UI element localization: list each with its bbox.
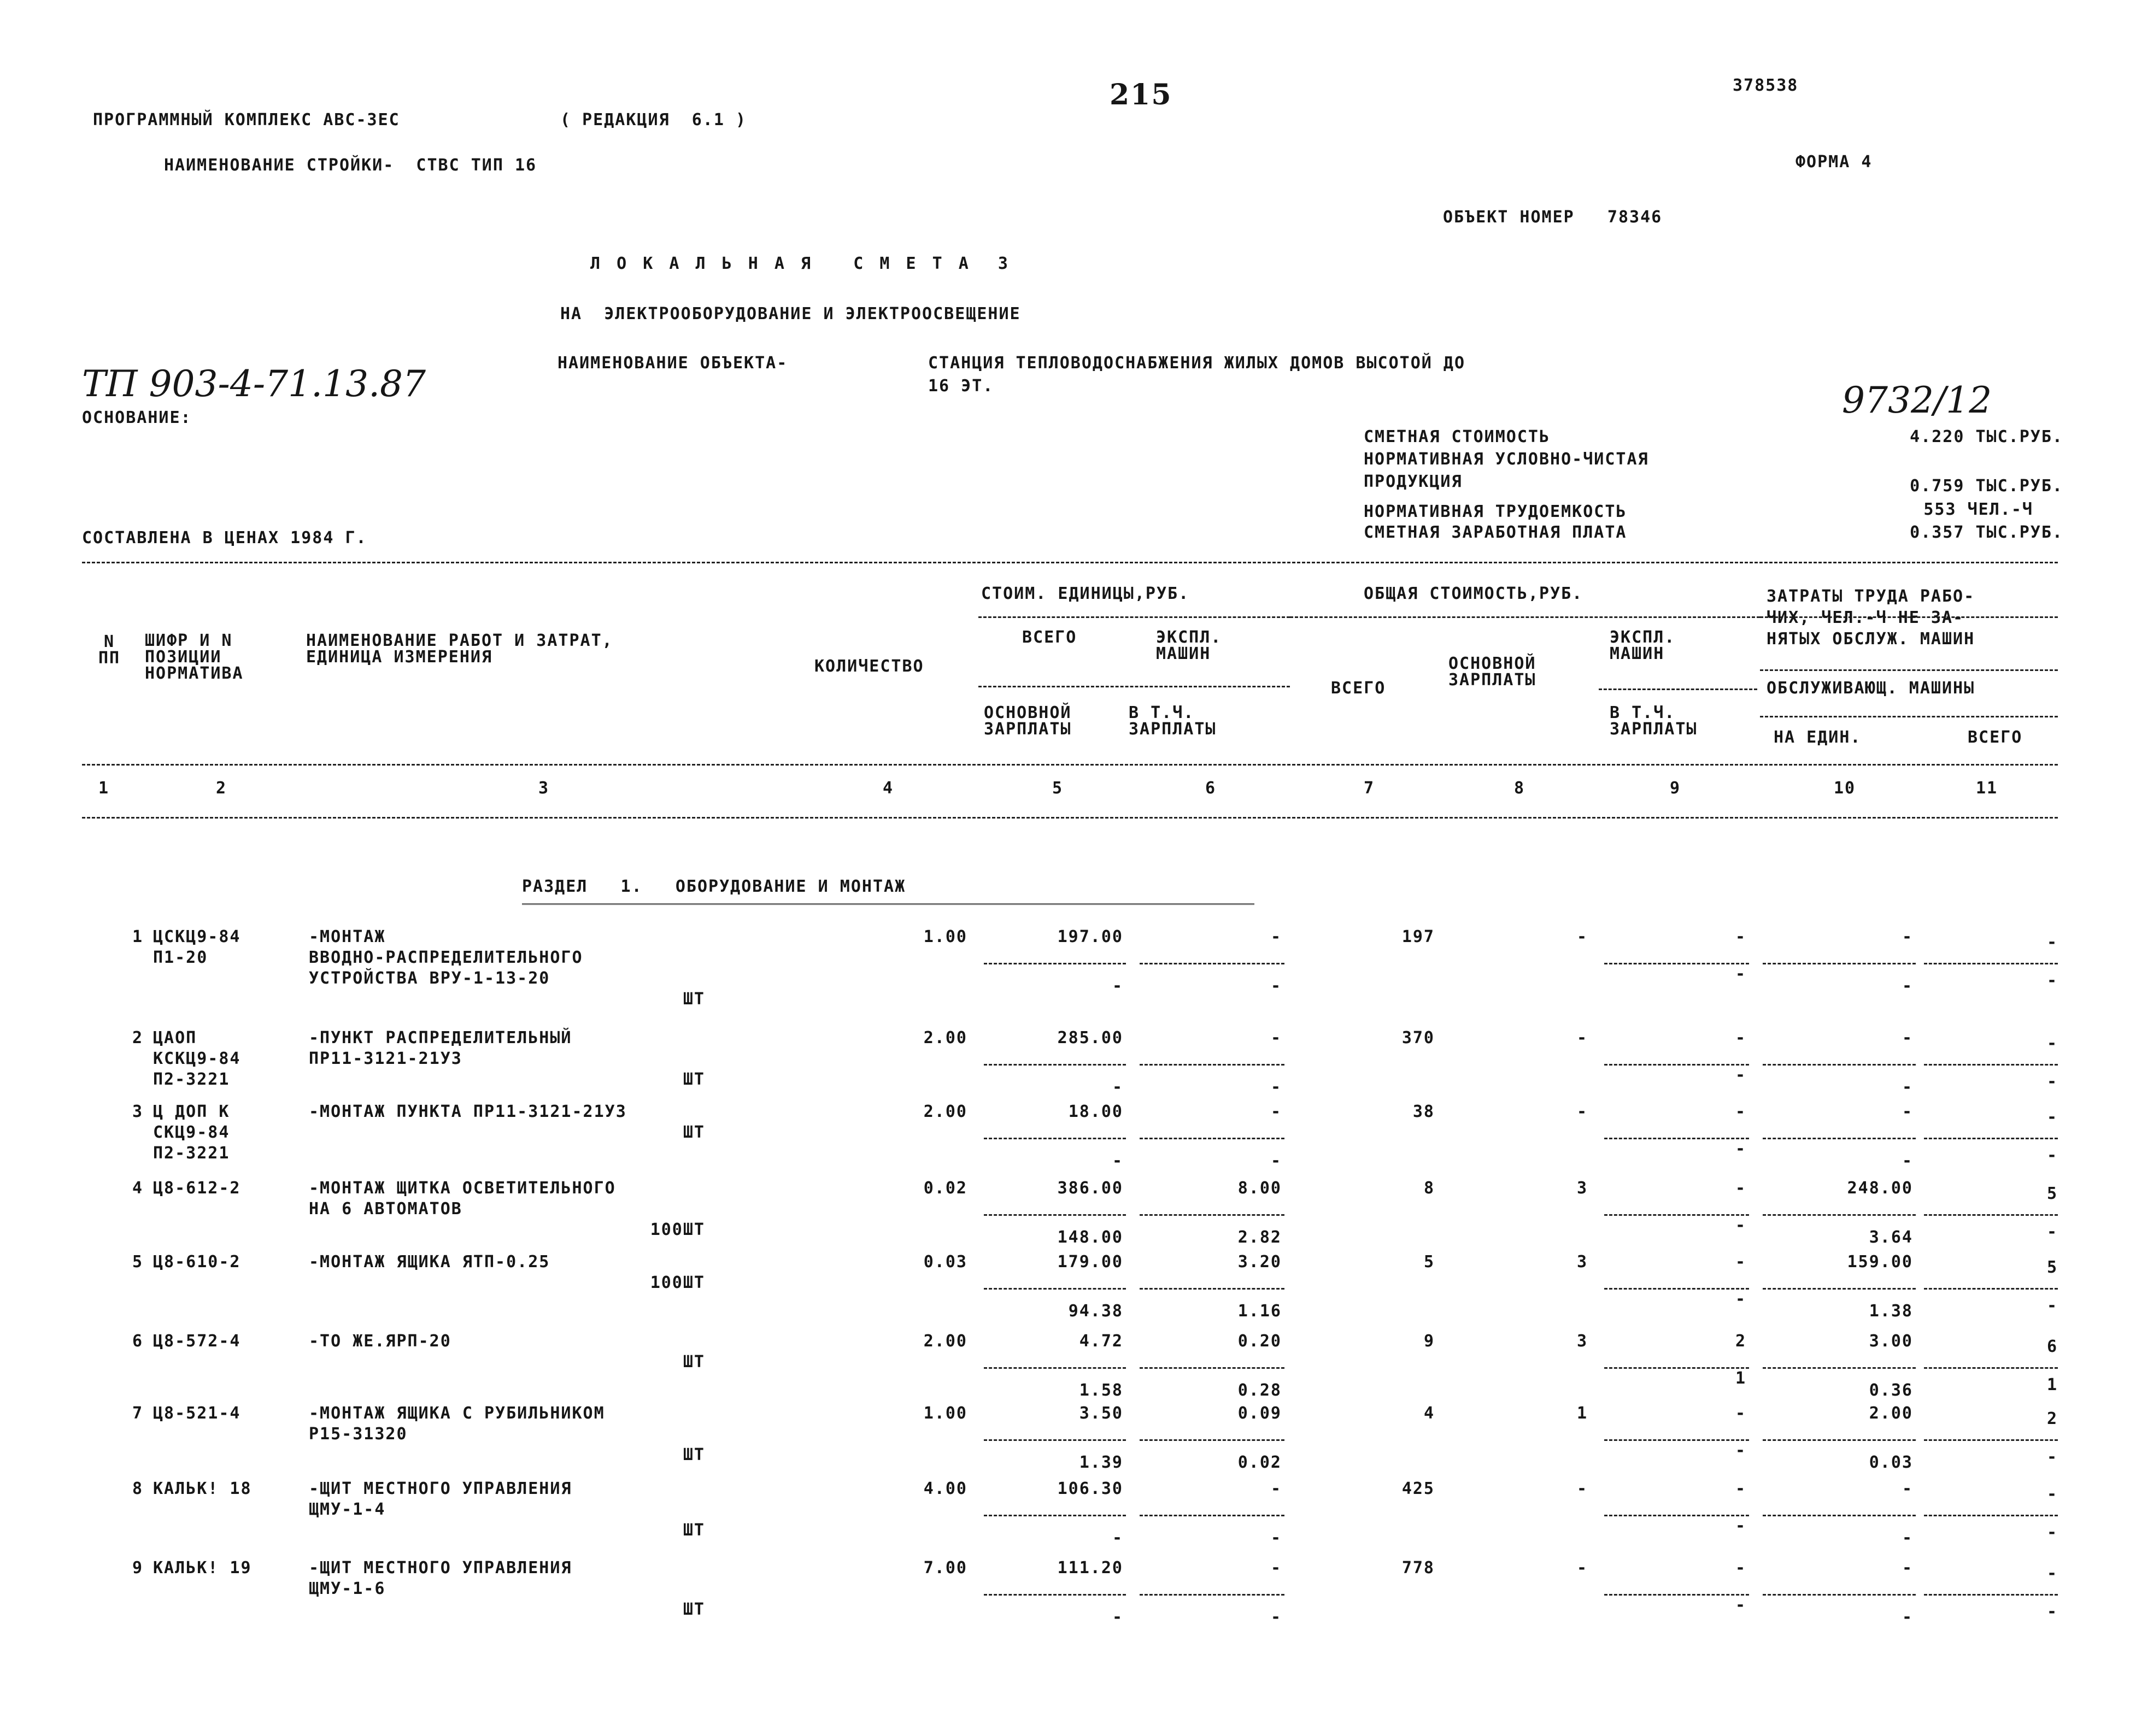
row-unit-total: 386.00	[1057, 1179, 1123, 1198]
cell-divider	[1604, 1594, 1749, 1596]
row-unit-total: 3.50	[1079, 1404, 1123, 1423]
row-labor-unit: -	[1902, 1102, 1913, 1121]
cell-divider	[1763, 1367, 1916, 1369]
row-code: Ц8-612-2	[153, 1179, 241, 1198]
col10-header: НА ЕДИН.	[1774, 728, 1862, 747]
row-total-machines: -	[1735, 927, 1746, 946]
document-subtitle: НА ЭЛЕКТРООБОРУДОВАНИЕ И ЭЛЕКТРООСВЕЩЕНИЕ	[560, 304, 1021, 323]
row-unit-salary: -	[1112, 1608, 1123, 1627]
row-code: Ц8-572-4	[153, 1332, 241, 1351]
row-name: -МОНТАЖ ЯЩИКА ЯТП-0.25	[309, 1252, 550, 1272]
row-labor2-total: -	[2046, 1072, 2058, 1091]
row-labor2-total: -	[2046, 1602, 2058, 1621]
row-unit-total: 111.20	[1057, 1558, 1123, 1578]
row-total-salary: 3	[1576, 1179, 1588, 1198]
row-quantity: 0.03	[923, 1252, 967, 1272]
row-unit-machines: -	[1270, 927, 1282, 946]
row-code: СКЦ9-84	[153, 1123, 230, 1142]
row-name: -ЩИТ МЕСТНОГО УПРАВЛЕНИЯ	[309, 1558, 572, 1578]
row-unit-total: 179.00	[1057, 1252, 1123, 1272]
row-unit: ШТ	[683, 1352, 705, 1372]
summary-label: НОРМАТИВНАЯ УСЛОВНО-ЧИСТАЯ	[1364, 450, 1649, 469]
row-unit-salary: 148.00	[1057, 1228, 1123, 1247]
row-labor2-unit: 0.36	[1869, 1381, 1913, 1400]
row-labor2-unit: -	[1902, 976, 1913, 996]
row-labor-total: 6	[2046, 1337, 2058, 1356]
col-qty-header: КОЛИЧЕСТВО	[814, 657, 924, 676]
col-number: 2	[215, 779, 227, 798]
row-labor2-unit: -	[1902, 1528, 1913, 1547]
row-unit-total: 197.00	[1057, 927, 1123, 946]
row-labor2-total: -	[2046, 1222, 2058, 1241]
row-total: 38	[1412, 1102, 1435, 1121]
handwritten-reference: 9732/12	[1842, 379, 1992, 421]
row-unit: 100ШТ	[650, 1220, 705, 1239]
cell-divider	[1924, 1439, 2058, 1441]
col9-top-header: ЭКСПЛ. МАШИН	[1610, 628, 1676, 663]
row-total: 425	[1401, 1479, 1435, 1498]
row-labor-total: -	[2046, 933, 2058, 952]
row-labor2-total: -	[2046, 1523, 2058, 1542]
row-quantity: 2.00	[923, 1332, 967, 1351]
row-unit-salary: -	[1112, 1078, 1123, 1097]
cell-divider	[1763, 1214, 1916, 1216]
cell-divider	[1924, 1214, 2058, 1216]
row-unit-salary: -	[1112, 1528, 1123, 1547]
labor-header: ЗАТРАТЫ ТРУДА РАБО- ЧИХ, ЧЕЛ.-Ч НЕ ЗА- НЯТЫХ ОБСЛУЖ. МАШИН	[1767, 587, 1975, 649]
cell-divider	[1924, 1138, 2058, 1139]
cell-divider	[1140, 1064, 1284, 1066]
cell-divider	[1924, 1367, 2058, 1369]
row-total-machines: -	[1735, 1028, 1746, 1048]
row-labor-total: 5	[2046, 1184, 2058, 1203]
row-unit-machines: 3.20	[1237, 1252, 1282, 1272]
cell-divider	[1140, 1288, 1284, 1290]
row-name: -МОНТАЖ ПУНКТА ПР11-3121-21У3	[309, 1102, 627, 1121]
cell-divider	[1140, 1439, 1284, 1441]
summary-label: ПРОДУКЦИЯ	[1364, 472, 1463, 491]
cell-divider	[1604, 963, 1749, 964]
row-machine-salary: -	[1735, 1216, 1746, 1235]
row-total: 778	[1401, 1558, 1435, 1578]
row-machine-salary: -	[1735, 964, 1746, 984]
prices-note: СОСТАВЛЕНА В ЦЕНАХ 1984 Г.	[82, 528, 367, 548]
cell-divider	[1763, 1594, 1916, 1596]
cell-divider	[984, 1594, 1126, 1596]
unit-cost-header: СТОИМ. ЕДИНИЦЫ,РУБ.	[981, 584, 1190, 603]
divider	[1760, 669, 2058, 671]
row-machine-salary: -	[1735, 1066, 1746, 1085]
row-unit-total: 285.00	[1057, 1028, 1123, 1048]
cell-divider	[984, 1367, 1126, 1369]
row-labor2-total: -	[2046, 1296, 2058, 1315]
row-unit-total: 106.30	[1057, 1479, 1123, 1498]
col-number: 7	[1363, 779, 1375, 798]
construction-name: НАИМЕНОВАНИЕ СТРОЙКИ- СТВС ТИП 16	[164, 156, 537, 175]
row-total-machines: -	[1735, 1404, 1746, 1423]
row-unit-salary: 94.38	[1068, 1302, 1123, 1321]
col-code-header: ШИФР И N ПОЗИЦИИ НОРМАТИВА	[145, 631, 244, 683]
row-unit-salary: 1.39	[1079, 1453, 1123, 1472]
row-machine-salary: -	[1735, 1139, 1746, 1158]
total-cost-header: ОБЩАЯ СТОИМОСТЬ,РУБ.	[1364, 584, 1583, 603]
row-total-machines: -	[1735, 1179, 1746, 1198]
row-unit-machines: -	[1270, 1558, 1282, 1578]
row-unit-machine-salary: 1.16	[1237, 1302, 1282, 1321]
cell-divider	[1140, 1367, 1284, 1369]
cell-divider	[1924, 1064, 2058, 1066]
row-labor-total: 5	[2046, 1258, 2058, 1277]
row-code: Ц8-610-2	[153, 1252, 241, 1272]
divider	[978, 686, 1290, 687]
row-labor-unit: -	[1902, 1558, 1913, 1578]
divider	[82, 562, 2058, 563]
col11-header: ВСЕГО	[1968, 728, 2023, 747]
form-label: ФОРМА 4	[1795, 152, 1873, 172]
object-number: ОБЪЕКТ НОМЕР 78346	[1443, 208, 1663, 227]
row-quantity: 2.00	[923, 1102, 967, 1121]
row-name: -ТО ЖЕ.ЯРП-20	[309, 1332, 451, 1351]
row-total: 8	[1423, 1179, 1435, 1198]
cell-divider	[1140, 963, 1284, 964]
row-name: ЩМУ-1-4	[309, 1500, 386, 1519]
row-machine-salary: -	[1735, 1441, 1746, 1460]
col-number: 8	[1513, 779, 1525, 798]
row-quantity: 1.00	[923, 1404, 967, 1423]
row-code: Ц8-521-4	[153, 1404, 241, 1423]
cell-divider	[1924, 1288, 2058, 1290]
col-number: 11	[1975, 779, 1998, 798]
row-unit: ШТ	[683, 1445, 705, 1464]
cell-divider	[1763, 1288, 1916, 1290]
basis-label: ОСНОВАНИЕ:	[82, 408, 192, 427]
cell-divider	[1604, 1138, 1749, 1139]
row-total-machines: -	[1735, 1252, 1746, 1272]
row-labor-unit: 2.00	[1869, 1404, 1913, 1423]
row-number: 6	[132, 1332, 143, 1351]
row-name: ВВОДНО-РАСПРЕДЕЛИТЕЛЬНОГО	[309, 948, 583, 967]
row-number: 2	[132, 1028, 143, 1048]
divider	[1290, 616, 1760, 618]
row-unit-machine-salary: -	[1270, 1078, 1282, 1097]
edition: ( РЕДАКЦИЯ 6.1 )	[560, 110, 747, 130]
object-name-line2: 16 ЭТ.	[928, 376, 994, 396]
row-labor-total: -	[2046, 1108, 2058, 1127]
row-total: 5	[1423, 1252, 1435, 1272]
row-unit: ШТ	[683, 1521, 705, 1540]
row-labor-unit: 159.00	[1847, 1252, 1913, 1272]
row-unit-machine-salary: 2.82	[1237, 1228, 1282, 1247]
row-name: Р15-31320	[309, 1425, 408, 1444]
row-quantity: 4.00	[923, 1479, 967, 1498]
object-name-line1: СТАНЦИЯ ТЕПЛОВОДОСНАБЖЕНИЯ ЖИЛЫХ ДОМОВ ВЫСОТОЙ ДО	[928, 354, 1466, 373]
row-unit-machine-salary: -	[1270, 976, 1282, 996]
summary-label: СМЕТНАЯ ЗАРАБОТНАЯ ПЛАТА	[1364, 523, 1627, 542]
col-number: 3	[538, 779, 550, 798]
row-code: П2-3221	[153, 1070, 230, 1089]
row-code: ЦАОП	[153, 1028, 197, 1048]
section-title: РАЗДЕЛ 1. ОБОРУДОВАНИЕ И МОНТАЖ	[522, 877, 906, 896]
row-unit-machine-salary: -	[1270, 1528, 1282, 1547]
row-labor2-total: 1	[2046, 1375, 2058, 1394]
cell-divider	[1140, 1138, 1284, 1139]
row-machine-salary: 1	[1735, 1369, 1746, 1388]
row-machine-salary: -	[1735, 1596, 1746, 1615]
row-machine-salary: -	[1735, 1290, 1746, 1309]
page-number: 215	[1110, 78, 1172, 111]
cell-divider	[984, 1439, 1126, 1441]
row-total-salary: -	[1576, 1028, 1588, 1048]
row-name: -ЩИТ МЕСТНОГО УПРАВЛЕНИЯ	[309, 1479, 572, 1498]
row-total-salary: 1	[1576, 1404, 1588, 1423]
row-labor2-unit: 3.64	[1869, 1228, 1913, 1247]
row-labor2-unit: -	[1902, 1151, 1913, 1170]
row-name: УСТРОЙСТВА ВРУ-1-13-20	[309, 969, 550, 988]
cell-divider	[1763, 1515, 1916, 1516]
col6-bot-header: В Т.Ч. ЗАРПЛАТЫ	[1129, 703, 1217, 739]
row-labor2-unit: 1.38	[1869, 1302, 1913, 1321]
row-unit-machines: 0.09	[1237, 1404, 1282, 1423]
row-code: ЦСКЦ9-84	[153, 927, 241, 946]
row-quantity: 2.00	[923, 1028, 967, 1048]
cell-divider	[1140, 1515, 1284, 1516]
row-unit-machines: -	[1270, 1102, 1282, 1121]
row-unit-machines: -	[1270, 1028, 1282, 1048]
row-total: 9	[1423, 1332, 1435, 1351]
col7-header: ВСЕГО	[1331, 679, 1386, 698]
row-labor-unit: -	[1902, 927, 1913, 946]
row-name: ЩМУ-1-6	[309, 1579, 386, 1598]
row-labor-total: -	[2046, 1485, 2058, 1504]
cell-divider	[984, 1515, 1126, 1516]
col5-bot-header: ОСНОВНОЙ ЗАРПЛАТЫ	[984, 703, 1072, 739]
row-total-salary: -	[1576, 1558, 1588, 1578]
labor2-header: ОБСЛУЖИВАЮЩ. МАШИНЫ	[1767, 679, 1975, 698]
row-unit: ШТ	[683, 990, 705, 1009]
cell-divider	[1763, 1138, 1916, 1139]
row-total-salary: 3	[1576, 1252, 1588, 1272]
row-number: 3	[132, 1102, 143, 1121]
row-unit-machines: -	[1270, 1479, 1282, 1498]
row-unit-machine-salary: 0.02	[1237, 1453, 1282, 1472]
row-labor-unit: -	[1902, 1028, 1913, 1048]
cell-divider	[1763, 1064, 1916, 1066]
row-name: -ПУНКТ РАСПРЕДЕЛИТЕЛЬНЫЙ	[309, 1028, 572, 1048]
section-underline	[522, 903, 1254, 907]
row-unit: ШТ	[683, 1600, 705, 1619]
cell-divider	[984, 963, 1126, 964]
row-number: 1	[132, 927, 143, 946]
cell-divider	[1924, 1515, 2058, 1516]
row-unit: ШТ	[683, 1070, 705, 1089]
summary-label: СМЕТНАЯ СТОИМОСТЬ	[1364, 427, 1551, 446]
row-total: 4	[1423, 1404, 1435, 1423]
row-quantity: 7.00	[923, 1558, 967, 1578]
row-number: 9	[132, 1558, 143, 1578]
row-unit-salary: 1.58	[1079, 1381, 1123, 1400]
cell-divider	[1140, 1594, 1284, 1596]
col-name-header: НАИМЕНОВАНИЕ РАБОТ И ЗАТРАТ, ЕДИНИЦА ИЗМЕРЕНИЯ	[306, 631, 613, 667]
row-code: П1-20	[153, 948, 208, 967]
row-quantity: 1.00	[923, 927, 967, 946]
row-code: П2-3221	[153, 1144, 230, 1163]
cell-divider	[984, 1214, 1126, 1216]
row-unit: ШТ	[683, 1123, 705, 1142]
col-number: 9	[1669, 779, 1681, 798]
row-labor2-total: -	[2046, 971, 2058, 990]
row-total: 370	[1401, 1028, 1435, 1048]
divider	[978, 616, 1290, 618]
row-unit-machine-salary: -	[1270, 1151, 1282, 1170]
row-labor-total: -	[2046, 1564, 2058, 1583]
row-unit-salary: -	[1112, 976, 1123, 996]
row-labor-unit: 248.00	[1847, 1179, 1913, 1198]
divider	[1760, 716, 2058, 717]
row-quantity: 0.02	[923, 1179, 967, 1198]
summary-value: 4.220 ТЫС.РУБ.	[1910, 427, 2063, 446]
row-total-salary: -	[1576, 1479, 1588, 1498]
cell-divider	[1140, 1214, 1284, 1216]
cell-divider	[1604, 1439, 1749, 1441]
row-labor2-unit: 0.03	[1869, 1453, 1913, 1472]
row-labor-unit: 3.00	[1869, 1332, 1913, 1351]
row-labor2-total: -	[2046, 1447, 2058, 1467]
row-unit-machines: 0.20	[1237, 1332, 1282, 1351]
col9-bot-header: В Т.Ч. ЗАРПЛАТЫ	[1610, 703, 1698, 739]
row-unit: 100ШТ	[650, 1273, 705, 1292]
row-total: 197	[1401, 927, 1435, 946]
col-number: 5	[1052, 779, 1064, 798]
object-name-label: НАИМЕНОВАНИЕ ОБЪЕКТА-	[558, 354, 788, 373]
row-labor2-unit: -	[1902, 1608, 1913, 1627]
row-machine-salary: -	[1735, 1516, 1746, 1535]
row-total-salary: 3	[1576, 1332, 1588, 1351]
row-number: 4	[132, 1179, 143, 1198]
doc-number: 378538	[1733, 76, 1799, 95]
row-number: 5	[132, 1252, 143, 1272]
row-name: -МОНТАЖ	[309, 927, 386, 946]
document-title: Л О К А Л Ь Н А Я С М Е Т А 3	[590, 254, 1011, 273]
col5-top-header: ВСЕГО	[1022, 628, 1077, 647]
row-total-machines: 2	[1735, 1332, 1746, 1351]
row-code: КАЛЬК! 19	[153, 1558, 252, 1578]
divider	[82, 817, 2058, 819]
cell-divider	[984, 1288, 1126, 1290]
cell-divider	[984, 1064, 1126, 1066]
row-labor2-total: -	[2046, 1146, 2058, 1165]
row-labor-total: -	[2046, 1034, 2058, 1053]
summary-value: 0.357 ТЫС.РУБ.	[1910, 523, 2063, 542]
col8-header: ОСНОВНОЙ ЗАРПЛАТЫ	[1448, 654, 1536, 690]
row-unit-machine-salary: 0.28	[1237, 1381, 1282, 1400]
row-labor-total: 2	[2046, 1409, 2058, 1428]
summary-value: 0.759 ТЫС.РУБ.	[1910, 476, 2063, 496]
row-unit-salary: -	[1112, 1151, 1123, 1170]
cell-divider	[984, 1138, 1126, 1139]
summary-value: 553 ЧЕЛ.-Ч	[1923, 500, 2033, 519]
row-total-machines: -	[1735, 1479, 1746, 1498]
col-number: 4	[882, 779, 894, 798]
cell-divider	[1604, 1367, 1749, 1369]
handwritten-project-code: ТП 903-4-71.13.87	[82, 363, 426, 405]
row-unit-total: 4.72	[1079, 1332, 1123, 1351]
col-n-header: N ПП	[98, 632, 121, 668]
row-name: ПР11-3121-21У3	[309, 1049, 462, 1068]
row-code: Ц ДОП К	[153, 1102, 230, 1121]
row-unit-machine-salary: -	[1270, 1608, 1282, 1627]
col-number: 10	[1833, 779, 1856, 798]
col-number: 1	[98, 779, 110, 798]
cell-divider	[1604, 1288, 1749, 1290]
cell-divider	[1924, 963, 2058, 964]
row-labor-unit: -	[1902, 1479, 1913, 1498]
row-total-machines: -	[1735, 1102, 1746, 1121]
row-total-salary: -	[1576, 1102, 1588, 1121]
cell-divider	[1924, 1594, 2058, 1596]
cell-divider	[1604, 1064, 1749, 1066]
col6-top-header: ЭКСПЛ. МАШИН	[1156, 628, 1222, 663]
row-name: -МОНТАЖ ЯЩИКА С РУБИЛЬНИКОМ	[309, 1404, 605, 1423]
row-number: 7	[132, 1404, 143, 1423]
row-unit-machines: 8.00	[1237, 1179, 1282, 1198]
cell-divider	[1604, 1214, 1749, 1216]
cell-divider	[1604, 1515, 1749, 1516]
row-name: -МОНТАЖ ЩИТКА ОСВЕТИТЕЛЬНОГО	[309, 1179, 616, 1198]
row-unit-total: 18.00	[1068, 1102, 1123, 1121]
cell-divider	[1763, 963, 1916, 964]
row-code: КСКЦ9-84	[153, 1049, 241, 1068]
row-number: 8	[132, 1479, 143, 1498]
row-code: КАЛЬК! 18	[153, 1479, 252, 1498]
program-name: ПРОГРАММНЫЙ КОМПЛЕКС АВС-ЗЕС	[93, 110, 400, 130]
col-number: 6	[1205, 779, 1217, 798]
summary-label: НОРМАТИВНАЯ ТРУДОЕМКОСТЬ	[1364, 502, 1627, 521]
row-labor2-unit: -	[1902, 1078, 1913, 1097]
row-name: НА 6 АВТОМАТОВ	[309, 1199, 462, 1219]
row-total-machines: -	[1735, 1558, 1746, 1578]
row-total-salary: -	[1576, 927, 1588, 946]
divider	[82, 764, 2058, 766]
cell-divider	[1763, 1439, 1916, 1441]
divider	[1599, 688, 1757, 690]
